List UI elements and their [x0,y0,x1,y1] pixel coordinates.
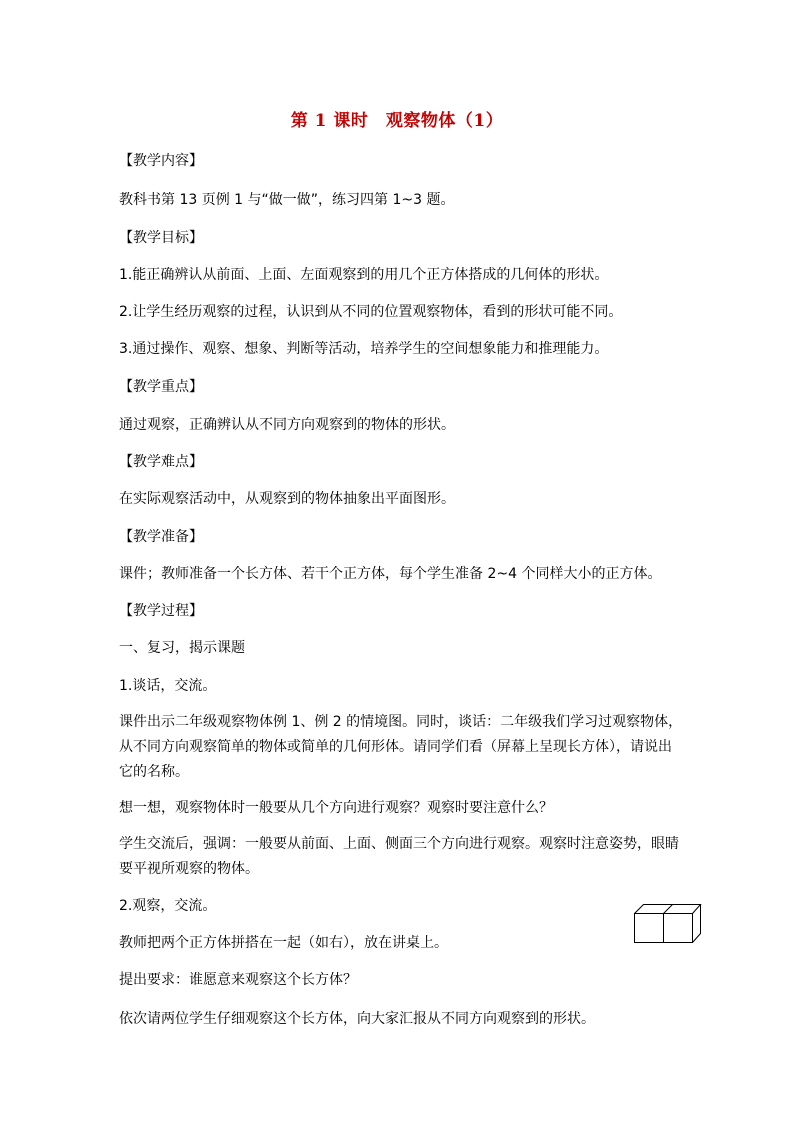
page-title: 第 1 课时 观察物体（1） [290,111,504,131]
teaching-content-text: 教科书第 13 页例 1 与“做一做”，练习四第 1~3 题。 [119,192,455,208]
teaching-preparation-text: 课件；教师准备一个长方体、若干个正方体，每个学生准备 2~4 个同样大小的正方体。 [119,566,662,582]
top-divider [664,905,673,914]
paragraph-emphasis: 学生交流后，强调：一般要从前面、上面、侧面三个方向进行观察。观察时注意姿势，眼睛要平视所观察的物体。 [119,836,679,877]
two-cubes-figure [633,903,703,945]
report-text: 依次请两位学生仔细观察这个长方体，向大家汇报从不同方向观察到的形状。 [119,1011,595,1027]
section-review: 一、复习，揭示课题 [119,640,245,656]
goal-2: 2.让学生经历观察的过程，认识到从不同的位置观察物体，看到的形状可能不同。 [119,304,623,320]
heading-teaching-content: 【教学内容】 [119,153,203,169]
heading-teaching-difficulty: 【教学难点】 [119,454,203,470]
think-question: 想一想，观察物体时一般要从几个方向进行观察？观察时要注意什么？ [119,800,553,816]
heading-teaching-process: 【教学过程】 [119,603,203,619]
teacher-action: 教师把两个正方体拼搭在一起（如右），放在讲桌上。 [119,935,448,951]
teaching-key-text: 通过观察，正确辨认从不同方向观察到的物体的形状。 [119,417,455,433]
side-face [693,905,701,943]
heading-teaching-key: 【教学重点】 [119,379,203,395]
teaching-difficulty-text: 在实际观察活动中，从观察到的物体抽象出平面图形。 [119,491,455,507]
goal-1: 1.能正确辨认从前面、上面、左面观察到的用几个正方体搭成的几何体的形状。 [119,267,609,283]
paragraph-courseware: 课件出示二年级观察物体例 1、例 2 的情境图。同时，谈话：二年级我们学习过观察物体，从不同方向观察简单的物体或简单的几何形体。请同学们看（屏幕上呈现长方体），请说出它的名称。 [119,714,683,780]
heading-teaching-goals: 【教学目标】 [119,230,203,246]
heading-teaching-preparation: 【教学准备】 [119,529,203,545]
step-observe: 2.观察，交流。 [119,898,217,914]
step-talk: 1.谈话，交流。 [119,678,217,694]
request-text: 提出要求：谁愿意来观察这个长方体？ [119,972,357,988]
goal-3: 3.通过操作、观察、想象、判断等活动，培养学生的空间想象能力和推理能力。 [119,341,609,357]
